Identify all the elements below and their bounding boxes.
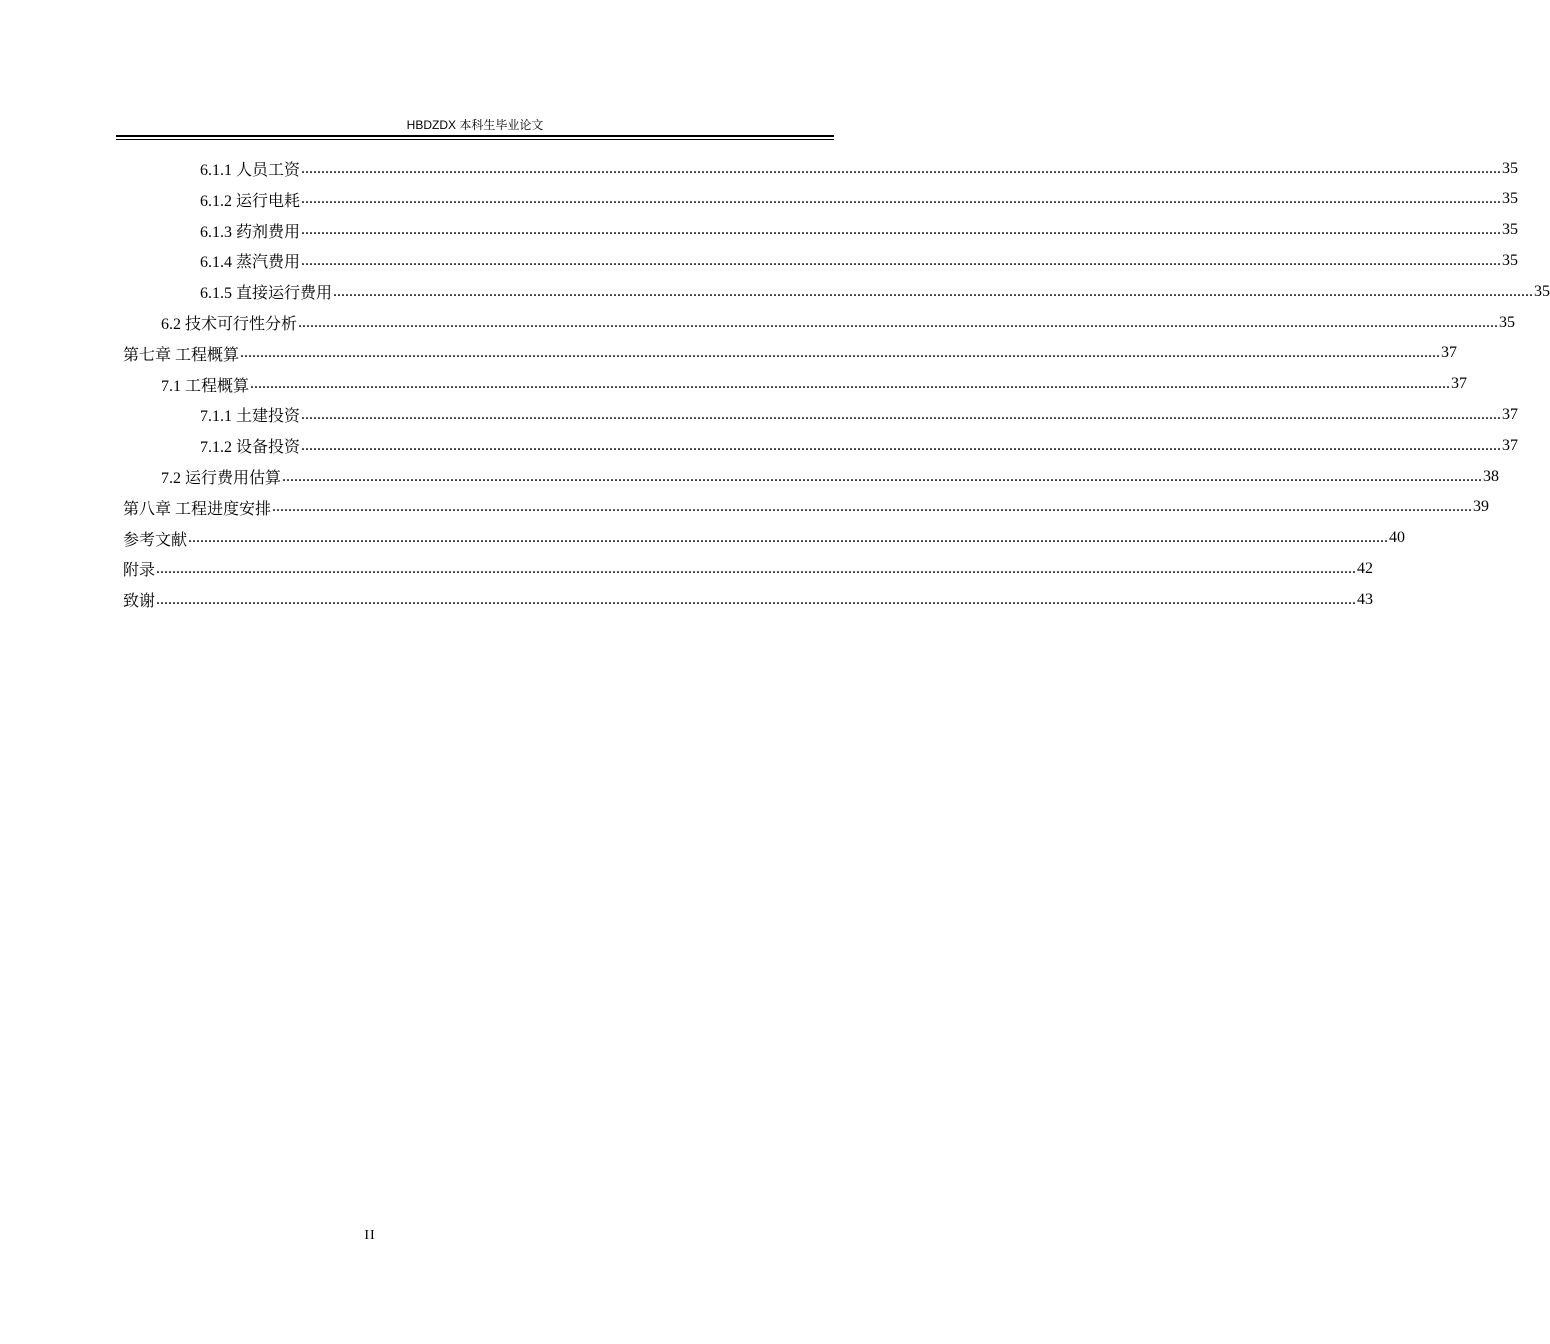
toc-entry-label: 7.1 工程概算 <box>161 377 250 395</box>
toc-dot-leader: ............................................................................................................................................................................................................................................................................................................ <box>301 221 1502 239</box>
page-number: II <box>364 1228 376 1243</box>
toc-entry-label: 6.1.4 蒸汽费用 <box>200 254 301 272</box>
toc-entry[interactable] <box>123 584 1374 615</box>
toc-entry[interactable] <box>200 153 1519 184</box>
toc-entry-label: 致谢 <box>123 593 156 611</box>
toc-entry[interactable] <box>123 523 1406 554</box>
toc-dot-leader: ............................................................................................................................................................................................................................................................................................................ <box>298 313 1499 331</box>
toc-entry[interactable] <box>123 553 1374 584</box>
toc-dot-leader: ............................................................................................................................................................................................................................................................................................................ <box>250 375 1451 393</box>
toc-entry-page: 40 <box>1389 529 1406 547</box>
toc-entry-label: 7.1.1 土建投资 <box>200 408 301 426</box>
toc-dot-leader: ............................................................................................................................................................................................................................................................................................................ <box>301 159 1502 177</box>
toc-entry-label: 6.1.2 运行电耗 <box>200 192 301 210</box>
toc-entry-label: 6.1.1 人员工资 <box>200 162 301 179</box>
toc-entry-page: 37 <box>1451 375 1468 393</box>
toc-entry-label: 6.1.5 直接运行费用 <box>200 285 333 303</box>
toc-entry[interactable] <box>200 215 1519 246</box>
toc-entry-page: 35 <box>1502 251 1519 269</box>
toc-entry-page: 42 <box>1357 559 1374 577</box>
toc-entry[interactable] <box>161 307 1516 338</box>
toc-dot-leader: ............................................................................................................................................................................................................................................................................................................ <box>240 344 1441 362</box>
toc-entry-page: 37 <box>1441 344 1458 362</box>
toc-dot-leader: ............................................................................................................................................................................................................................................................................................................ <box>333 282 1534 300</box>
toc-entry-label: 7.2 运行费用估算 <box>161 470 282 487</box>
toc-entry[interactable] <box>200 245 1519 276</box>
header-rule-thin <box>116 139 834 140</box>
running-header-title: HBDZDX 本科生毕业论文 <box>406 118 544 132</box>
toc-entry-label: 6.2 技术可行性分析 <box>161 316 298 333</box>
toc-entry-page: 35 <box>1502 159 1519 177</box>
toc-dot-leader: ............................................................................................................................................................................................................................................................................................................ <box>188 529 1389 547</box>
toc-entry-label: 参考文献 <box>123 531 188 549</box>
toc-entry-label: 附录 <box>123 562 156 580</box>
toc-entry-page: 35 <box>1499 313 1516 331</box>
toc-entry-page: 37 <box>1502 405 1519 423</box>
toc-entry[interactable] <box>123 338 1458 369</box>
toc-entry-page: 35 <box>1502 221 1519 239</box>
toc-entry[interactable] <box>200 430 1519 461</box>
toc-entry-page: 35 <box>1502 190 1519 208</box>
toc-entry[interactable] <box>200 399 1519 430</box>
toc-entry-page: 38 <box>1483 467 1500 485</box>
toc-entry[interactable] <box>200 276 1550 307</box>
toc-dot-leader: ............................................................................................................................................................................................................................................................................................................ <box>301 405 1502 423</box>
toc-entry-label: 第七章 工程概算 <box>123 346 240 364</box>
toc-entry-page: 35 <box>1534 282 1550 300</box>
toc-entry-page: 43 <box>1357 590 1374 608</box>
toc-dot-leader: ............................................................................................................................................................................................................................................................................................................ <box>156 590 1357 608</box>
toc-entry[interactable] <box>161 461 1500 492</box>
toc-entry[interactable] <box>123 492 1490 523</box>
toc-entry[interactable] <box>161 369 1468 400</box>
toc-dot-leader: ............................................................................................................................................................................................................................................................................................................ <box>301 436 1502 454</box>
toc-dot-leader: ............................................................................................................................................................................................................................................................................................................ <box>156 559 1357 577</box>
toc-dot-leader: ............................................................................................................................................................................................................................................................................................................ <box>301 251 1502 269</box>
header-rule-thick <box>116 135 834 137</box>
toc-entry[interactable] <box>200 184 1519 215</box>
toc-entry-page: 39 <box>1473 498 1490 516</box>
toc-entry-page: 37 <box>1502 436 1519 454</box>
toc-entry-label: 6.1.3 药剂费用 <box>200 223 301 241</box>
toc-dot-leader: ............................................................................................................................................................................................................................................................................................................ <box>282 467 1483 485</box>
toc-entry-label: 第八章 工程进度安排 <box>123 500 272 518</box>
toc-entry-label: 7.1.2 设备投资 <box>200 439 301 457</box>
toc-dot-leader: ............................................................................................................................................................................................................................................................................................................ <box>272 498 1473 516</box>
toc-dot-leader: ............................................................................................................................................................................................................................................................................................................ <box>301 190 1502 208</box>
